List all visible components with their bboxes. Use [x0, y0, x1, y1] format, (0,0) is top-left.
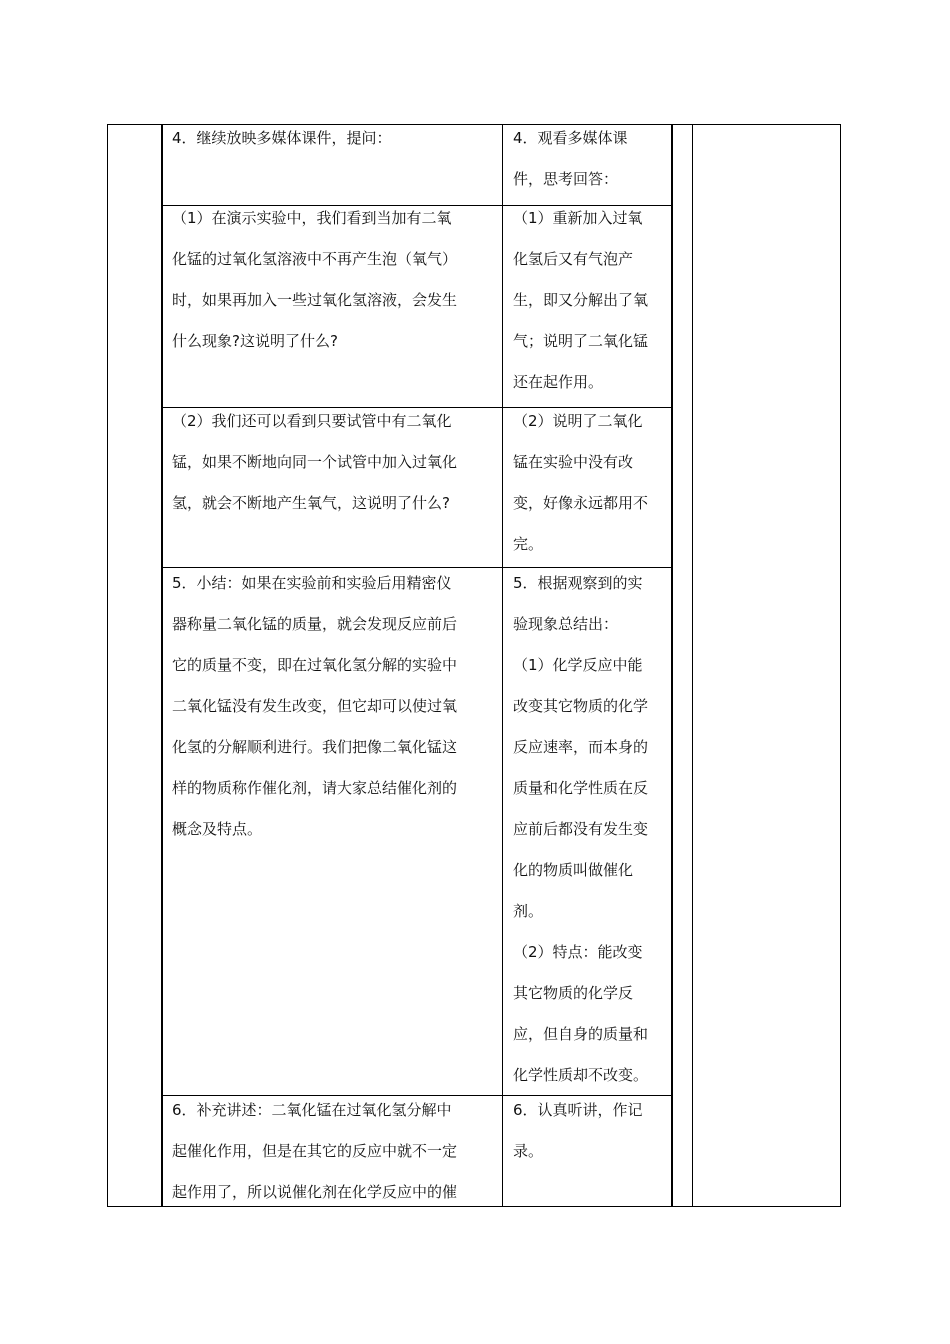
student-activity-cell: 5．根据观察到的实 验现象总结出： （1）化学反应中能 改变其它物质的化学 反应速率，而本身的 质量和化学性质在反 应前后都没有发生变 化的物质叫做催化 剂。 （2）特点：能改变 其它物质的化学反 应，但自身的质量和 化学性质却不改变。 [513, 574, 649, 1084]
teacher-activity-cell: 6．补充讲述：二氧化锰在过氧化氢分解中 起催化作用，但是在其它的反应中就不一定 起作用了，所以说催化剂在化学反应中的催 [172, 1101, 458, 1201]
teacher-activity-cell: 5．小结：如果在实验前和实验后用精密仪 器称量二氧化锰的质量，就会发现反应前后 它的质量不变，即在过氧化氢分解的实验中 二氧化锰没有发生改变，但它却可以使过氧 化氢的分解顺利进行。我们把像二氧化锰这 样的物质称作催化剂，请大家总结催化剂的 概念及特点。 [172, 574, 458, 838]
teacher-activity-cell: （2）我们还可以看到只要试管中有二氧化 锰，如果不断地向同一个试管中加入过氧化 氢，就会不断地产生氧气，这说明了什么? [172, 412, 458, 512]
column-divider-3 [671, 124, 673, 1207]
student-activity-cell: 4．观看多媒体课 件，思考回答： [513, 129, 628, 188]
student-activity-cell: 6．认真听讲，作记 录。 [513, 1101, 643, 1160]
teacher-activity-cell: 4．继续放映多媒体课件，提问： [172, 129, 392, 147]
student-activity-cell: （1）重新加入过氧 化氢后又有气泡产 生，即又分解出了氧 气；说明了二氧化锰 还在起作用。 [513, 209, 649, 391]
student-activity-cell: （2）说明了二氧化 锰在实验中没有改 变，好像永远都用不 完。 [513, 412, 649, 553]
column-divider-4 [692, 124, 693, 1207]
teacher-activity-cell: （1）在演示实验中，我们看到当加有二氧 化锰的过氧化氢溶液中不再产生泡（氧气） 时，如果再加入一些过氧化氢溶液，会发生 什么现象?这说明了什么? [172, 209, 458, 350]
